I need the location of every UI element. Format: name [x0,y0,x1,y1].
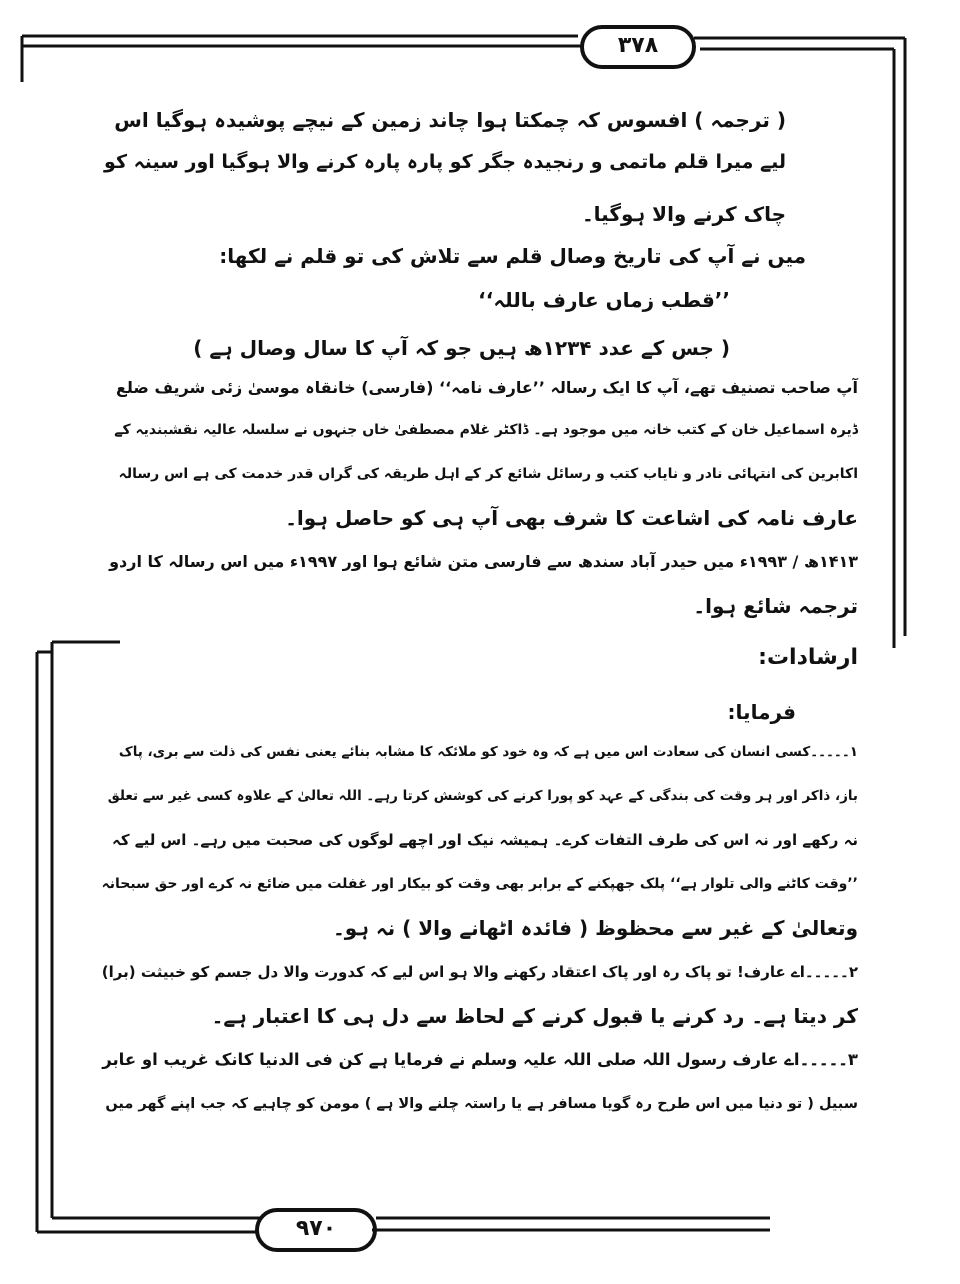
text-line-chronogram-intro: میں نے آپ کی تاریخ وصال قلم سے تلاش کی تو قلم نے لکھا: [219,244,806,268]
saying-1-line-1: ۱۔۔۔۔۔کسی انسان کی سعادت اس میں ہے کہ وہ خود کو ملائکہ کا مشابہ بنائے یعنی نفس کی ذلت سے بری، پاک [118,744,858,760]
text-line-translation-1: ( ترجمہ ) افسوس کہ چمکتا ہوا چاند زمین کے نیچے پوشیدہ ہوگیا اس [114,108,786,132]
text-line-translation-2: لیے میرا قلم ماتمی و رنجیدہ جگر کو پارہ پارہ کرنے والا ہوگیا اور سینہ کو [104,151,786,173]
page-number-top: ۳۷۸ [617,33,659,58]
text-line-paragraph-2: ڈیرہ اسماعیل خان کے کتب خانہ میں موجود ہے۔ ڈاکٹر غلام مصطفیٰ خاں جنہوں نے سلسلہ عالیہ نقشبندیہ کے [114,422,858,438]
text-line-chronogram-note: ( جس کے عدد ۱۲۳۴ھ ہیں جو کہ آپ کا سال وصال ہے ) [193,336,730,360]
text-line-chronogram: ’’قطب زماں عارف باللہ‘‘ [478,288,730,312]
saying-1-line-5: وتعالیٰ کے غیر سے محظوظ ( فائدہ اٹھانے والا ) نہ ہو۔ [332,916,858,940]
section-heading-irshadat: ارشادات: [758,645,858,670]
text-line-publication-2: ترجمہ شائع ہوا۔ [693,594,858,618]
text-line-translation-3: چاک کرنے والا ہوگیا۔ [581,202,786,226]
text-line-paragraph-4: عارف نامہ کی اشاعت کا شرف بھی آپ ہی کو حاصل ہوا۔ [285,506,858,530]
saying-2-line-1: ۲۔۔۔۔۔اے عارف! تو پاک رہ اور پاک اعتقاد رکھنے والا ہو اس لیے کہ کدورت والا دل جسم کو خبیثت (برا) [101,963,858,981]
saying-1-line-2: باز، ذاکر اور ہر وقت کی بندگی کے عہد کو پورا کرنے کی کوشش کرتا رہے۔ اللہ تعالیٰ کے علاوہ کسی غیر سے تعلق [107,788,858,804]
saying-2-line-2: کر دیتا ہے۔ رد کرنے یا قبول کرنے کے لحاظ سے دل ہی کا اعتبار ہے۔ [211,1004,858,1028]
text-line-publication-1: ۱۴۱۳ھ / ۱۹۹۳ء میں حیدر آباد سندھ سے فارسی متن شائع ہوا اور ۱۹۹۷ء میں اس رسالہ کا اردو [109,552,858,571]
saying-3-line-2: سبیل ( تو دنیا میں اس طرح رہ گویا مسافر ہے یا راستہ چلنے والا ہے ) مومن کو چاہیے کہ جب اپنے گھر میں [105,1096,858,1112]
saying-1-line-4: ’’وقت کاٹنے والی تلوار ہے‘‘ پلک جھپکنے کے برابر بھی وقت کو بیکار اور غفلت میں ضائع نہ کرے اور حق سبحانہ [101,876,858,892]
saying-1-line-3: نہ رکھے اور نہ اس کی طرف التفات کرے۔ ہمیشہ نیک اور اچھے لوگوں کی صحبت میں رہے۔ اس لیے کہ [112,831,858,849]
text-line-paragraph-1: آپ صاحب تصنیف تھے، آپ کا ایک رسالہ ’’عارف نامہ‘‘ (فارسی) خانقاہ موسیٰ زئی شریف ضلع [115,378,858,397]
text-line-farmaya: فرمایا: [727,700,796,724]
saying-3-line-1: ۳۔۔۔۔۔اے عارف رسول اللہ صلی اللہ علیہ وسلم نے فرمایا ہے کن فی الدنیا کانک غریب او عابر [102,1050,858,1069]
text-line-paragraph-3: اکابرین کی انتہائی نادر و نایاب کتب و رسائل شائع کر کے اہل طریقہ کی گراں قدر خدمت کی ہے اس رسالہ [118,466,858,482]
page-number-bottom: ۹۷۰ [295,1216,337,1241]
